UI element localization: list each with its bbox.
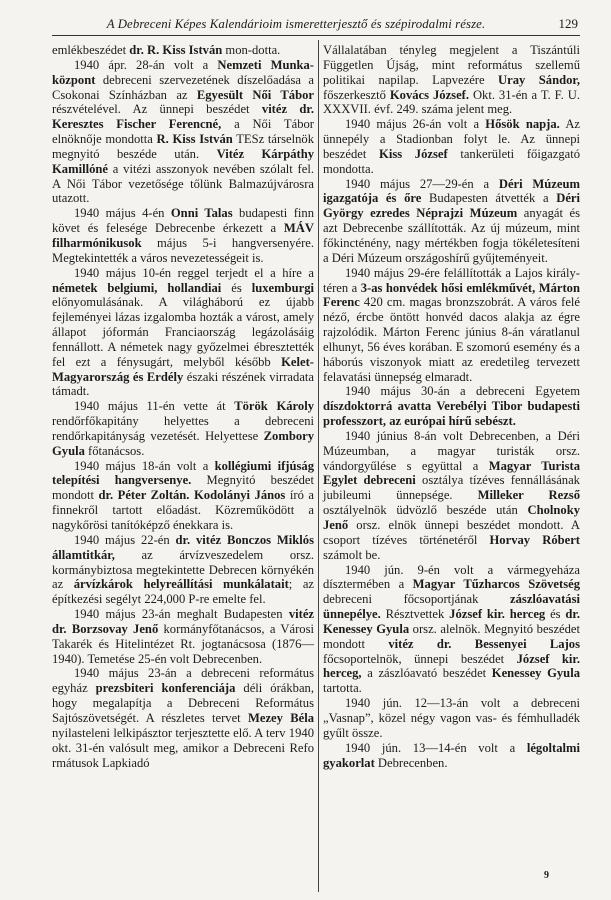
paragraph bbox=[323, 384, 580, 429]
bold-name: Magyar Tűzharcos Szövetség bbox=[412, 577, 580, 592]
text-run: orsz. elnök ünnepi beszédet mondott. A csoport tízéves történetéről bbox=[323, 518, 580, 547]
paragraph bbox=[52, 459, 314, 533]
bold-name: Onni Talas bbox=[170, 206, 233, 221]
bold-name: dr. Péter Zoltán. bbox=[98, 488, 190, 503]
text-run: főcsoportelnök, ünnepi beszédet bbox=[323, 651, 517, 666]
bold-name: Uray Sándor, bbox=[498, 72, 580, 87]
column-divider bbox=[318, 40, 319, 892]
text-run: az árvízveszedelem orsz. kormánybiztosa megtekintette Debrecen környékén az bbox=[52, 547, 314, 592]
bold-name: vitéz dr. Borzsovay Jenő bbox=[52, 607, 314, 636]
bold-name: dr. R. Kiss István bbox=[129, 43, 223, 57]
bold-name: Kovács József. bbox=[389, 87, 470, 102]
text-run: közel négy vagon vas- és fémhulladék gyűlt össze. bbox=[323, 710, 580, 740]
paragraph bbox=[52, 58, 314, 206]
bold-name: zászlóavatási ünnepélye. bbox=[323, 592, 580, 622]
bold-name: Hősök napja. bbox=[485, 117, 560, 132]
text-run: orsz. alelnök. Megnyitó beszédet mondott bbox=[323, 621, 581, 651]
text-run: 1940 május 11-én vette át bbox=[74, 399, 235, 414]
bold-name: Kelet-Magyarország és Erdély bbox=[52, 354, 314, 384]
text-run: TESz társelnök megnyitó beszéde után. bbox=[52, 132, 315, 161]
bold-name: R. Kiss István bbox=[156, 132, 233, 147]
paragraph bbox=[52, 666, 314, 770]
text-run: 1940 június 8-án volt Debrecenben, a Déri Múzeumban, a magyar turisták orsz. vándorgyűlése s együttal a bbox=[323, 428, 580, 473]
text-run: 1940 május 18-án volt a bbox=[74, 458, 215, 473]
text-run: 1940 május 29-ére felállították a Lajos király-téren a bbox=[323, 265, 580, 295]
text-run: 1940 május 10-én reggel terjedt el a híre a bbox=[74, 265, 314, 280]
text-run: rendőrfőkapitány helyettes a debreceni rendőrkapitányság vezetését. Helyettese bbox=[52, 414, 314, 443]
text-run: 1940 május 23-án meghalt Budapesten bbox=[74, 607, 289, 622]
text-run: Okt. 31-én a T. F. U. XXXVII. évf. 249. száma jelent meg. bbox=[323, 87, 580, 117]
paragraph bbox=[52, 266, 314, 400]
running-header bbox=[52, 15, 580, 36]
bold-name: kollégiumi ifjúság telepítési hangversenye. bbox=[52, 458, 314, 488]
text-run: 1940 május 26-án volt a bbox=[345, 117, 486, 132]
bold-name: Milleker Rezső bbox=[477, 488, 580, 503]
paragraph bbox=[323, 741, 580, 771]
text-run: 420 cm. magas bronzszobrát. A város felé néző, ércbe öntött honvéd dacos alakja az égre rajzolódik. Márton Ferenc június 8-án váratlanul elhunyt, 56 éves korában. E szomorú esemény és a háborús viszonyok miatt az eredetileg tervezett felavatási ünnepség elmaradt. bbox=[323, 295, 580, 384]
text-run: 1940 május 23-án a debreceni református egyház bbox=[52, 666, 314, 696]
text-run: 1940 május 22-én bbox=[74, 532, 176, 547]
text-run: osztályelnök üdvözlő beszéde után bbox=[323, 503, 528, 518]
text-run: Résztvettek bbox=[380, 607, 450, 622]
paragraph bbox=[323, 563, 580, 697]
bold-name: Kiss József bbox=[379, 146, 448, 161]
bold-name: Márton Ferenc bbox=[323, 280, 580, 310]
text-run: 1940 jún. 13—14-én volt a bbox=[345, 740, 527, 755]
text-run: osztálya tízéves fennállásának jubileumi ünnepsége. bbox=[323, 473, 580, 503]
text-run: tankerületi főigazgató mondotta. bbox=[323, 146, 580, 176]
paragraph bbox=[52, 43, 314, 58]
text-run: ; az építkezési segélyt 224,000 P-re emelte fel. bbox=[52, 577, 314, 607]
text-run: főtanácsos. bbox=[84, 443, 145, 458]
bold-name: dr. vitéz Bonczos Miklós államtitkár, bbox=[52, 532, 314, 562]
paragraph bbox=[323, 266, 580, 385]
text-run: a Női Tábor elnöknője mondotta bbox=[52, 117, 314, 147]
bold-name: dr. Kenessey Gyula bbox=[323, 607, 580, 636]
bold-name: Kenessey Gyula bbox=[491, 666, 580, 681]
signature-mark: 9 bbox=[544, 870, 549, 881]
left-column bbox=[52, 43, 314, 770]
text-run: budapesti finn követ és felesége Debrecenbe érkezett a bbox=[52, 206, 315, 236]
paragraph bbox=[323, 429, 580, 563]
bold-name: 3-as honvédek hősi emlékművét, bbox=[360, 280, 536, 295]
text-run: Budapesten átvették a bbox=[421, 191, 557, 206]
text-run: 1940 május 27—29-én a bbox=[345, 176, 499, 191]
right-column bbox=[323, 43, 580, 770]
bold-name: luxemburgi bbox=[251, 280, 314, 295]
paragraph bbox=[52, 533, 314, 607]
bold-name: Mezey Béla bbox=[247, 710, 314, 725]
paragraph bbox=[323, 43, 580, 117]
text-run: Debrecenben. bbox=[374, 755, 448, 770]
bold-name: légoltalmi gyakorlat bbox=[323, 740, 580, 770]
bold-name: József kir. herceg, bbox=[323, 651, 580, 681]
text-run: tartotta. bbox=[323, 681, 362, 696]
bold-name: Nemzeti Munka-központ bbox=[52, 57, 314, 87]
text-run: a zászlóavató beszédet bbox=[361, 666, 492, 681]
text-run: kormányfőtanácsos, a Városi Takarék és Hitelintézet Rt. jogtanácsosa (1876—1940). Temetése 25-én volt Debrecenben. bbox=[52, 621, 315, 666]
text-run: Vállalatában tényleg megjelent a Tiszántúli Független Újság, mint református szellemű politikai napilap. Lapvezére bbox=[323, 43, 580, 87]
bold-name: Déri Múzeum igazgatója és őre bbox=[323, 176, 580, 206]
paragraph bbox=[52, 206, 314, 265]
bold-name: Horvay Róbert bbox=[489, 532, 580, 547]
paragraph bbox=[52, 607, 314, 666]
text-run: nyilasteleni lelkipásztor terjesztette elő. A terv 1940 okt. 31-én valósult meg, amikor a Debreceni Refo rmátusok Lapkiadó bbox=[52, 725, 314, 770]
text-run: debreceni főcsoportjának bbox=[323, 592, 511, 607]
text-run: számolt be. bbox=[323, 547, 381, 562]
bold-name: Kodolányi János bbox=[194, 488, 286, 503]
text-run: északi részének virradata támadt. bbox=[52, 369, 314, 399]
bold-name: Déri György ezredes Néprajzi Múzeum bbox=[323, 191, 580, 221]
bold-name: vitéz dr. Keresztes Fischer Ferencné, bbox=[52, 102, 314, 132]
bold-name: Zombory Gyula bbox=[52, 428, 314, 458]
text-run: anyagát és azt Debrecenbe szállították. Az új múzeum, mint főkincténény, nagy mértékben fogja tökéletesíteni a Déri Múzeum országoshírű gyűjteményeit. bbox=[323, 206, 580, 265]
paragraph bbox=[323, 117, 580, 176]
bold-name: Magyar Turista Egylet debreceni bbox=[323, 458, 580, 488]
bold-name: árvízkárok helyreállítási munkálatait bbox=[73, 577, 289, 592]
text-run: 1940 jún. 12—13-án volt a debreceni „Vasnap”, bbox=[323, 696, 580, 725]
bold-name: Vitéz Kárpáthy Kamillóné bbox=[52, 146, 314, 176]
paragraph bbox=[323, 177, 580, 266]
text-run: 1940 május 4-én bbox=[74, 206, 171, 221]
text-run: 1940 május 30-án a debreceni Egyetem bbox=[345, 384, 580, 399]
text-run: előnyomulásának. A világháború ez újabb fejleményei lázas izgalomba hozták a várost, amely állapot jóformán Franciaország legázolásáig fennállott. A németek nagy győzelmei ébresztették fel ezt a fénysugárt, melyből később bbox=[52, 295, 314, 369]
text-run: déli órákban, hogy megalapítja a Debreceni Református Sajtószövetségét. A részletes tervet bbox=[52, 681, 314, 725]
text-run: és bbox=[545, 607, 566, 622]
text-run: részvételével. Az ünnepi beszédet bbox=[52, 102, 262, 117]
text-run: a vitézi asszonyok nevében szólalt fel. A Női Tábor vezetősége tőlünk Balmazújvárosra utazott. bbox=[52, 161, 314, 206]
text-run: debreceni szervezetének díszelőadása a Csokonai Színházban az bbox=[52, 72, 314, 102]
bold-name: Egyesült Női Tábor bbox=[196, 87, 314, 102]
bold-name: József kir. herceg bbox=[449, 607, 546, 622]
text-run: és bbox=[221, 280, 252, 295]
text-run: főszerkesztő bbox=[323, 87, 390, 102]
text-run: Megnyitó beszédet mondott bbox=[52, 473, 314, 503]
bold-name: vitéz dr. Bessenyei Lajos bbox=[388, 636, 581, 651]
text-run: 1940 ápr. 28-án volt a bbox=[74, 57, 218, 72]
text-run: mon-dotta. bbox=[222, 43, 281, 57]
text-run: emlékbeszédet bbox=[52, 43, 130, 57]
text-run: 1940 jún. 9-én volt a vármegyeháza dísztermében a bbox=[323, 562, 580, 592]
paragraph bbox=[323, 696, 580, 741]
bold-name: MÁV filharmónikusok bbox=[52, 221, 314, 250]
paragraph bbox=[52, 399, 314, 458]
bold-name: Cholnoky Jenő bbox=[323, 503, 580, 532]
text-run: Az ünnepély a Stadionban folyt le. Az ünnepi beszédet bbox=[323, 117, 581, 161]
bold-name: Török Károly bbox=[234, 399, 314, 414]
text-run: május 5-i hangversenyére. Megtekintették a város nevezetességeit is. bbox=[52, 235, 314, 265]
running-title: A Debreceni Képes Kalendárioim ismeretterjesztő és szépirodalmi része. bbox=[106, 17, 486, 31]
page-number: 129 bbox=[558, 16, 578, 31]
bold-name: díszdoktorrá avatta Verebélyi Tibor budapesti professzort, az európai hírű sebészt. bbox=[323, 399, 580, 429]
bold-name: prezsbiteri konferenciája bbox=[95, 681, 236, 696]
text-run: író a finnekről tartott előadást. Közreműködött a nagykőrösi tanítóképző énekkara is. bbox=[52, 488, 314, 532]
bold-name: németek belgiumi, hollandiai bbox=[52, 280, 222, 295]
